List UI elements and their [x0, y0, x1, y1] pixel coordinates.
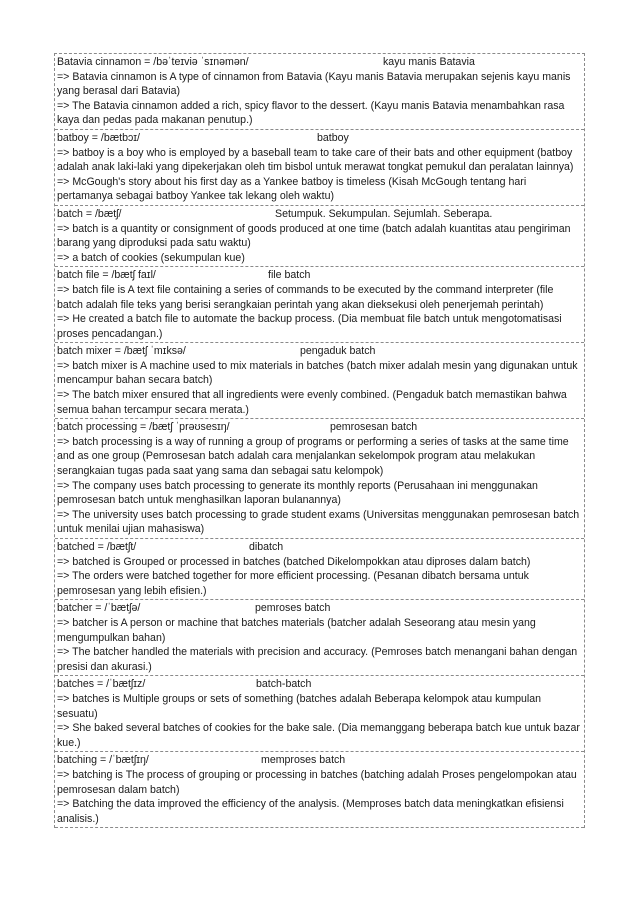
entry-header	[57, 55, 582, 70]
entry-batch-mixer	[55, 343, 584, 419]
entry-translation: file batch	[268, 269, 311, 282]
entry-header	[57, 268, 582, 283]
entry-term: batcher = /ˈbætʃə/	[57, 602, 141, 615]
definition-line: => batboy is a boy who is employed by a baseball team to take care of their bats and other equipment (batboy adalah anak laki-laki yang dipekerjakan oleh tim bisbol untuk merawat tongkat pemukul dan peralatan lainnya)	[57, 146, 574, 174]
entry-batching	[55, 752, 584, 828]
entry-header	[57, 753, 582, 768]
entry-translation: pemroses batch	[255, 602, 331, 615]
example-line: => The orders were batched together for more efficient processing. (Pesanan dibatch bersama untuk pemrosesan yang lebih efisien.)	[57, 570, 529, 597]
entry-translation: pemrosesan batch	[330, 421, 418, 434]
definition-line: => batching is The process of grouping or processing in batches (batching adalah Proses pengelompokan atau pemrosesan dalam batch)	[57, 768, 577, 796]
entry-translation: batch-batch	[256, 678, 312, 691]
entry-term: batch processing = /bætʃ ˈprəʊsesɪŋ/	[57, 421, 230, 434]
entry-translation: batboy	[317, 131, 349, 144]
entry-translation: dibatch	[249, 541, 284, 553]
definition-line: => batched is Grouped or processed in batches (batched Dikelompokkan atau diproses dalam batch)	[57, 555, 531, 568]
entry-batched	[55, 539, 584, 600]
definition-line: => Batavia cinnamon is A type of cinnamon from Batavia (Kayu manis Batavia merupakan sejenis kayu manis yang berasal dari Batavia)	[57, 70, 571, 98]
entry-term: batching = /ˈbætʃɪŋ/	[57, 754, 149, 767]
entry-batch	[55, 206, 584, 267]
definition-line: => batcher is A person or machine that batches materials (batcher adalah Seseorang atau mesin yang mengumpulkan bahan)	[57, 616, 536, 644]
entry-header	[57, 207, 582, 222]
example-line: => a batch of cookies (sekumpulan kue)	[57, 251, 245, 264]
definition-line: => batches is Multiple groups or sets of something (batches adalah Beberapa kelompok atau kumpulan sesuatu)	[57, 692, 542, 720]
example-line: => The company uses batch processing to generate its monthly reports (Perusahaan ini menggunakan pemrosesan batch untuk menghasilkan laporan bulanannya)	[57, 479, 538, 507]
entry-term: batch file = /bætʃ faɪl/	[57, 269, 156, 282]
entry-batavia-cinnamon	[55, 54, 584, 130]
entry-header	[57, 540, 582, 555]
entry-term: batch mixer = /bætʃ ˈmɪksə/	[57, 345, 186, 358]
definition-line: => batch processing is a way of running a group of programs or performing a series of tasks at the same time and as one group (Pemrosesan batch adalah cara menjalankan sekelompok program atau melakukan serangkaian tugas pada saat yang sama dan sebagai satu kelompok)	[57, 435, 569, 478]
entry-header	[57, 601, 582, 616]
entry-term: batches = /ˈbætʃɪz/	[57, 678, 146, 691]
entry-header	[57, 131, 582, 146]
example-line: => McGough's story about his first day as a Yankee batboy is timeless (Kisah McGough tentang hari pertamanya sebagai batboy Yankee tak lekang oleh waktu)	[57, 175, 527, 203]
definition-line: => batch file is A text file containing a series of commands to be executed by the command interpreter (file batch adalah file teks yang berisi serangkaian perintah yang akan dieksekusi oleh penerjemah perintah)	[57, 283, 554, 311]
entry-header	[57, 677, 582, 692]
entry-translation: Setumpuk. Sekumpulan. Sejumlah. Seberapa.	[275, 207, 493, 220]
entry-translation: memproses batch	[261, 754, 346, 767]
entry-translation: pengaduk batch	[300, 345, 376, 358]
example-line: => Batching the data improved the efficiency of the analysis. (Memproses batch data meningkatkan efisiensi analisis.)	[57, 798, 564, 825]
entry-batches	[55, 676, 584, 752]
example-line: => She baked several batches of cookies for the bake sale. (Dia memanggang beberapa batch kue untuk bazar kue.)	[57, 722, 580, 749]
entry-batch-processing	[55, 419, 584, 539]
definition-line: => batch mixer is A machine used to mix materials in batches (batch mixer adalah mesin yang digunakan untuk mencampur bahan secara batch)	[57, 359, 578, 387]
example-line: => The Batavia cinnamon added a rich, spicy flavor to the dessert. (Kayu manis Batavia menambahkan rasa kaya dan pedas pada makanan penutup.)	[57, 99, 565, 127]
entry-term: Batavia cinnamon = /bəˈteɪviə ˈsɪnəmən/	[57, 56, 249, 68]
example-line: => The batcher handled the materials with precision and accuracy. (Pemroses batch menangani bahan dengan presisi dan akurasi.)	[57, 646, 578, 673]
definition-line: => batch is a quantity or consignment of goods produced at one time (batch adalah kuantitas atau pengiriman barang yang diproduksi pada satu waktu)	[57, 222, 571, 250]
example-line: => The batch mixer ensured that all ingredients were evenly combined. (Pengaduk batch memastikan bahwa semua bahan tercampur secara merata.)	[57, 389, 567, 416]
entry-translation: kayu manis Batavia	[383, 56, 475, 68]
entry-term: batched = /bætʃt/	[57, 541, 137, 553]
entry-batcher	[55, 600, 584, 676]
entry-batch-file	[55, 267, 584, 343]
example-line: => He created a batch file to automate the backup process. (Dia membuat file batch untuk mengotomatisasi proses pencadangan.)	[57, 313, 562, 340]
example-line: => The university uses batch processing to grade student exams (Universitas menggunakan pemrosesan batch untuk menilai ujian mahasiswa)	[57, 508, 580, 536]
dictionary-sheet	[54, 53, 585, 828]
entry-term: batch = /bætʃ/	[57, 207, 122, 220]
entry-header	[57, 344, 582, 359]
entry-term: batboy = /bætbɔɪ/	[57, 131, 140, 144]
entry-header	[57, 420, 582, 435]
entry-batboy	[55, 130, 584, 206]
